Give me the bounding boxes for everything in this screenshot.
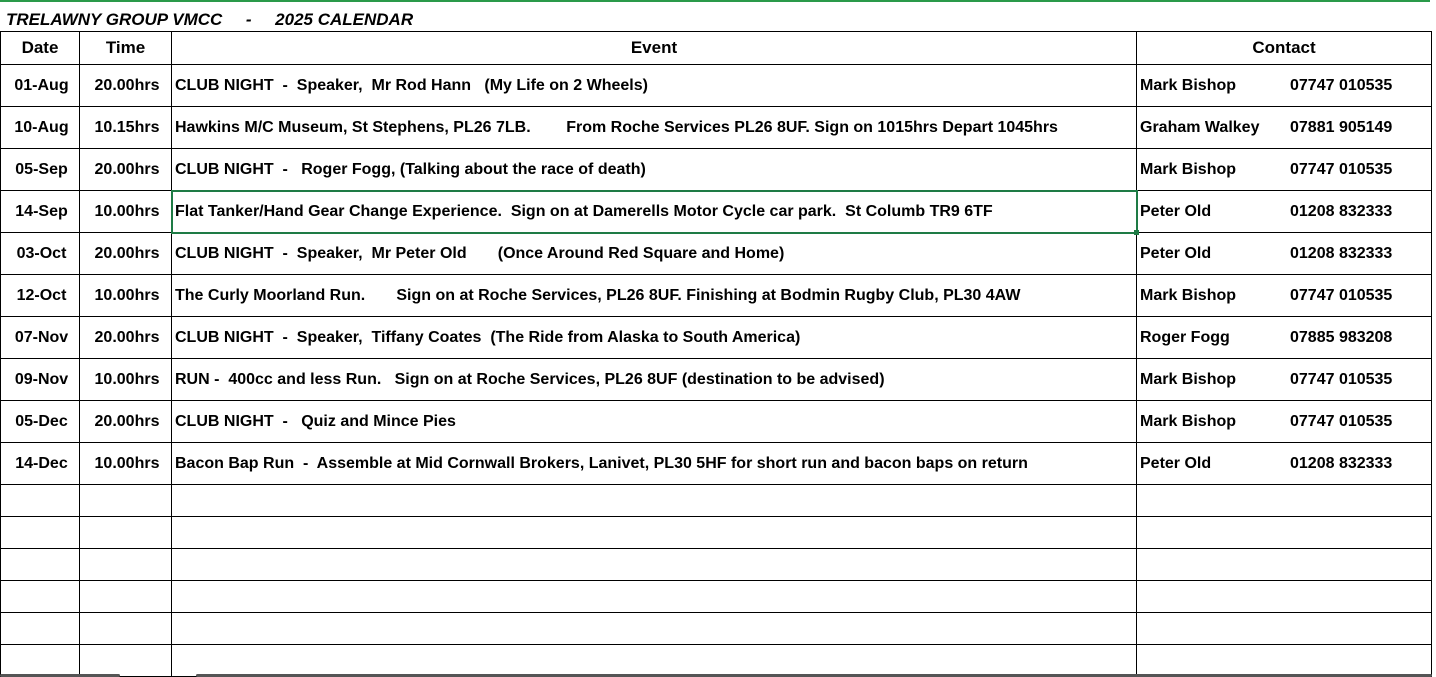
empty-cell[interactable]	[1137, 485, 1432, 517]
contact-name: Roger Fogg	[1140, 328, 1230, 346]
time-cell[interactable]: 20.00hrs	[80, 401, 172, 443]
contact-cell[interactable]	[1137, 107, 1432, 149]
event-cell[interactable]: Hawkins M/C Museum, St Stephens, PL26 7LB. From Roche Services PL26 8UF. Sign on 1015hrs Depart 1045hrs	[172, 107, 1137, 149]
event-cell[interactable]: The Curly Moorland Run. Sign on at Roche Services, PL26 8UF. Finishing at Bodmin Rugby Club, PL30 4AW	[172, 275, 1137, 317]
time-cell[interactable]: 10.15hrs	[80, 107, 172, 149]
empty-cell[interactable]	[172, 485, 1137, 517]
empty-cell[interactable]	[80, 549, 172, 581]
time-cell[interactable]: 10.00hrs	[80, 275, 172, 317]
contact-cell[interactable]	[1137, 443, 1432, 485]
event-cell-selected[interactable]: Flat Tanker/Hand Gear Change Experience. Sign on at Damerells Motor Cycle car park. St Columb TR9 6TF	[172, 191, 1137, 233]
event-cell[interactable]: CLUB NIGHT - Speaker, Mr Rod Hann (My Life on 2 Wheels)	[172, 65, 1137, 107]
contact-phone: 07881 905149	[1290, 118, 1393, 136]
event-cell[interactable]: Bacon Bap Run - Assemble at Mid Cornwall Brokers, Lanivet, PL30 5HF for short run and bacon baps on return	[172, 443, 1137, 485]
contact-phone: 07885 983208	[1290, 328, 1393, 346]
date-cell[interactable]: 09-Nov	[1, 359, 80, 401]
time-cell[interactable]: 10.00hrs	[80, 191, 172, 233]
contact-cell[interactable]	[1137, 401, 1432, 443]
contact-phone: 07747 010535	[1290, 370, 1393, 388]
table-row	[1, 233, 1432, 275]
empty-row	[1, 517, 1432, 549]
time-cell[interactable]: 20.00hrs	[80, 65, 172, 107]
table-row	[1, 359, 1432, 401]
contact-cell[interactable]	[1137, 65, 1432, 107]
contact-name: Mark Bishop	[1140, 412, 1237, 430]
contact-name: Mark Bishop	[1140, 76, 1237, 94]
contact-name: Peter Old	[1140, 244, 1212, 262]
empty-cell[interactable]	[80, 613, 172, 645]
empty-cell[interactable]	[172, 581, 1137, 613]
time-cell[interactable]: 10.00hrs	[80, 359, 172, 401]
contact-cell[interactable]	[1137, 275, 1432, 317]
empty-cell[interactable]	[1137, 613, 1432, 645]
table-row	[1, 443, 1432, 485]
calendar-table	[0, 31, 1432, 677]
date-cell[interactable]: 12-Oct	[1, 275, 80, 317]
header-time[interactable]: Time	[80, 32, 172, 65]
empty-cell[interactable]	[80, 581, 172, 613]
empty-cell[interactable]	[1137, 645, 1432, 677]
empty-cell[interactable]	[172, 549, 1137, 581]
contact-phone: 01208 832333	[1290, 202, 1393, 220]
contact-phone: 07747 010535	[1290, 76, 1393, 94]
selection-fill-handle[interactable]	[1134, 230, 1139, 235]
empty-row	[1, 581, 1432, 613]
contact-phone: 07747 010535	[1290, 286, 1393, 304]
empty-row	[1, 549, 1432, 581]
date-cell[interactable]: 01-Aug	[1, 65, 80, 107]
table-row	[1, 149, 1432, 191]
event-cell[interactable]: CLUB NIGHT - Speaker, Tiffany Coates (The Ride from Alaska to South America)	[172, 317, 1137, 359]
empty-cell[interactable]	[172, 645, 1137, 677]
empty-cell[interactable]	[1, 581, 80, 613]
contact-phone: 01208 832333	[1290, 244, 1393, 262]
table-row-selected	[1, 191, 1432, 233]
date-cell[interactable]: 03-Oct	[1, 233, 80, 275]
date-cell[interactable]: 14-Dec	[1, 443, 80, 485]
empty-cell[interactable]	[1, 645, 80, 677]
event-cell[interactable]: CLUB NIGHT - Quiz and Mince Pies	[172, 401, 1137, 443]
contact-name: Mark Bishop	[1140, 370, 1237, 388]
table-row	[1, 401, 1432, 443]
empty-cell[interactable]	[1, 549, 80, 581]
date-cell[interactable]: 05-Dec	[1, 401, 80, 443]
table-row	[1, 275, 1432, 317]
contact-name: Mark Bishop	[1140, 160, 1237, 178]
contact-phone: 07747 010535	[1290, 160, 1393, 178]
table-row	[1, 317, 1432, 359]
empty-row	[1, 485, 1432, 517]
contact-cell[interactable]	[1137, 317, 1432, 359]
empty-cell[interactable]	[80, 517, 172, 549]
header-contact[interactable]: Contact	[1137, 32, 1432, 65]
empty-row	[1, 613, 1432, 645]
contact-name: Peter Old	[1140, 202, 1212, 220]
date-cell[interactable]: 10-Aug	[1, 107, 80, 149]
empty-cell[interactable]	[1, 517, 80, 549]
contact-name: Graham Walkey	[1140, 118, 1260, 136]
contact-cell[interactable]	[1137, 359, 1432, 401]
time-cell[interactable]: 20.00hrs	[80, 233, 172, 275]
empty-cell[interactable]	[1137, 549, 1432, 581]
empty-cell[interactable]	[1, 485, 80, 517]
event-cell[interactable]: CLUB NIGHT - Roger Fogg, (Talking about the race of death)	[172, 149, 1137, 191]
empty-cell[interactable]	[172, 517, 1137, 549]
table-row	[1, 107, 1432, 149]
contact-cell[interactable]	[1137, 233, 1432, 275]
time-cell[interactable]: 20.00hrs	[80, 149, 172, 191]
header-event[interactable]: Event	[172, 32, 1137, 65]
contact-cell[interactable]	[1137, 149, 1432, 191]
empty-cell[interactable]	[80, 485, 172, 517]
date-cell[interactable]: 05-Sep	[1, 149, 80, 191]
contact-name: Mark Bishop	[1140, 286, 1237, 304]
sheet-title: TRELAWNY GROUP VMCC - 2025 CALENDAR	[6, 10, 414, 29]
event-cell[interactable]: CLUB NIGHT - Speaker, Mr Peter Old (Once Around Red Square and Home)	[172, 233, 1137, 275]
empty-cell[interactable]	[1137, 517, 1432, 549]
sheet-top-border	[0, 0, 1430, 2]
contact-phone: 01208 832333	[1290, 454, 1393, 472]
contact-phone: 07747 010535	[1290, 412, 1393, 430]
contact-name: Peter Old	[1140, 454, 1212, 472]
table-row	[1, 65, 1432, 107]
empty-cell[interactable]	[1, 613, 80, 645]
empty-row	[1, 645, 1432, 677]
empty-cell[interactable]	[1137, 581, 1432, 613]
header-date[interactable]: Date	[1, 32, 80, 65]
empty-cell[interactable]	[172, 613, 1137, 645]
date-cell[interactable]: 07-Nov	[1, 317, 80, 359]
contact-cell[interactable]	[1137, 191, 1432, 233]
time-cell[interactable]: 10.00hrs	[80, 443, 172, 485]
header-row	[1, 32, 1432, 65]
date-cell[interactable]: 14-Sep	[1, 191, 80, 233]
empty-cell[interactable]	[80, 645, 172, 677]
event-cell[interactable]: RUN - 400cc and less Run. Sign on at Roche Services, PL26 8UF (destination to be advised)	[172, 359, 1137, 401]
time-cell[interactable]: 20.00hrs	[80, 317, 172, 359]
